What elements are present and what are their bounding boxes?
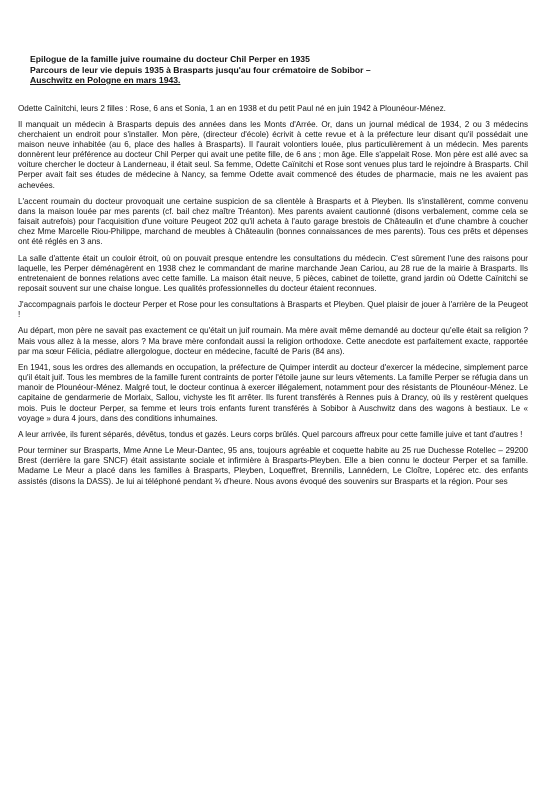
- paragraph-waiting-room: La salle d'attente était un couloir étroit, où on pouvait presque entendre les consultations du médecin. C'est sûrement l'une des raisons pour laquelle, les Perper déménagèrent en 1938 chez le commandant de marine marchande Jean Cariou, au 28 rue de la mairie à Brasparts. Ils entretenaient de bonnes relations avec cette famille. La maison était neuve, 5 pièces, cabinet de toilette, grand jardin où Odette Caïnitchi se reposait souvent sur une chaise longue. Les qualités professionnelles du docteur étaient reconnues.: [18, 253, 528, 293]
- paragraph-1941: En 1941, sous les ordres des allemands en occupation, la préfecture de Quimper interdit au docteur d'exercer la médecine, simplement parce qu'il était juif. Tous les membres de la famille furent contraints de porter l'étoile jaune sur leurs vêtements. La famille Perper se réfugia dans un manoir de Plounéour-Ménez. Malgré tout, le docteur continua à exercer illégalement, notamment pour des résistants de Plounéour-Ménez. Le capitaine de gendarmerie de Morlaix, Sallou, vichyste les fit arrêter. Ils furent transférés à Rennes puis à Drancy, où ils y restèrent quelques mois. Puis le docteur Perper, sa femme et leurs trois enfants furent transférés à Sobibor à Auschwitz dans des wagons à bestiaux. Le « voyage » dura 4 jours, dans des conditions inhumaines.: [18, 362, 528, 423]
- paragraph-religion: Au départ, mon père ne savait pas exactement ce qu'était un juif roumain. Ma mère avait même demandé au docteur qu'elle était sa religion ? Mais vous allez à la messe, alors ? Ma brave mère confondait aussi la religion orthodoxe. Cette anecdote est parfaitement exacte, rapportée par ma sœur Félicia, pédiatre allergologue, docteur en médecine, faculté de Paris (84 ans).: [18, 326, 528, 356]
- document-title: [30, 54, 528, 86]
- paragraph-arrival: Il manquait un médecin à Brasparts depuis des années dans les Monts d'Arrée. Or, dans un journal médical de 1934, 2 ou 3 médecins cherchaient un endroit pour s'installer. Mon père, (directeur d'école) écrivit à cette revue et à la préfecture leur disant qu'il possédait une maison neuve inhabitée (au 6, place des halles à Brasparts). Il l'aurait volontiers louée, plus particulièrement à un médecin. Mes parents donnèrent leur préférence au docteur Chil Perper qui avait une petite fille, de 6 ans ; mon âge. Elle s'appelait Rose. Mon père est allé avec sa voiture chercher le docteur à Landerneau, il était seul. Sa femme, Odette Caïnitchi et Rose sont venues plus tard le rejoindre à Brasparts. Chil Perper avait fait ses études de médecine à Nancy, sa femme Odette avait commencé des études de pharmacie, mais ne les avaient pas achevées.: [18, 119, 528, 190]
- paragraph-family: Odette Caïnitchi, leurs 2 filles : Rose, 6 ans et Sonia, 1 an en 1938 et du petit Paul né en juin 1942 à Plounéour-Ménez.: [18, 103, 446, 113]
- paragraph-arrival-camp: A leur arrivée, ils furent séparés, dévêtus, tondus et gazés. Leurs corps brûlés. Quel parcours affreux pour cette famille juive et tant d'autres !: [18, 429, 523, 439]
- paragraph-conclusion: Pour terminer sur Brasparts, Mme Anne Le Meur-Dantec, 95 ans, toujours agréable et coquette habite au 25 rue Duchesse Rotellec – 29200 Brest (derrière la gare SNCF) était assistante sociale et infirmière à Brasparts-Pleyben. Elle a bien connu le docteur Perper et sa famille. Madame Le Meur a placé dans les familles à Brasparts, Pleyben, Loqueffret, Brennilis, Lannédern, Le Cloître, Lopérec etc. des enfants assistés (disons la DASS). Je lui ai téléphoné pendant ¾ d'heure. Nous avons évoqué des souvenirs sur Brasparts et la région. Pour ses: [18, 446, 528, 486]
- title-line-3: Auschwitz en Pologne en mars 1943.: [30, 75, 181, 85]
- paragraph-consultations: J'accompagnais parfois le docteur Perper et Rose pour les consultations à Brasparts et Pleyben. Quel plaisir de jouer à l'arrière de la Peugeot !: [18, 300, 528, 320]
- paragraph-accent: L'accent roumain du docteur provoquait une certaine suspicion de sa clientèle à Brasparts et à Pleyben. Ils s'installèrent, comme convenu dans la maison louée par mes parents (cf. bail chez maître Tréanton). Mes parents avaient cautionné (disons verbalement, comme cela se faisait autrefois) pour l'acquisition d'une voiture Peugeot 202 qu'il acheta à l'auto garage brestois de Châteaulin et d'une chambre à coucher chez Mme Marcelle Riou-Philippe, marchand de meubles à Châteaulin (bonnes connaissances de mes parents). Tous ces prêts et dépenses ont été réglés en 3 ans.: [18, 196, 528, 247]
- title-line-2: Parcours de leur vie depuis 1935 à Brasparts jusqu'au four crématoire de Sobibor –: [30, 64, 371, 75]
- title-line-1: Epilogue de la famille juive roumaine du docteur Chil Perper en 1935: [30, 54, 310, 64]
